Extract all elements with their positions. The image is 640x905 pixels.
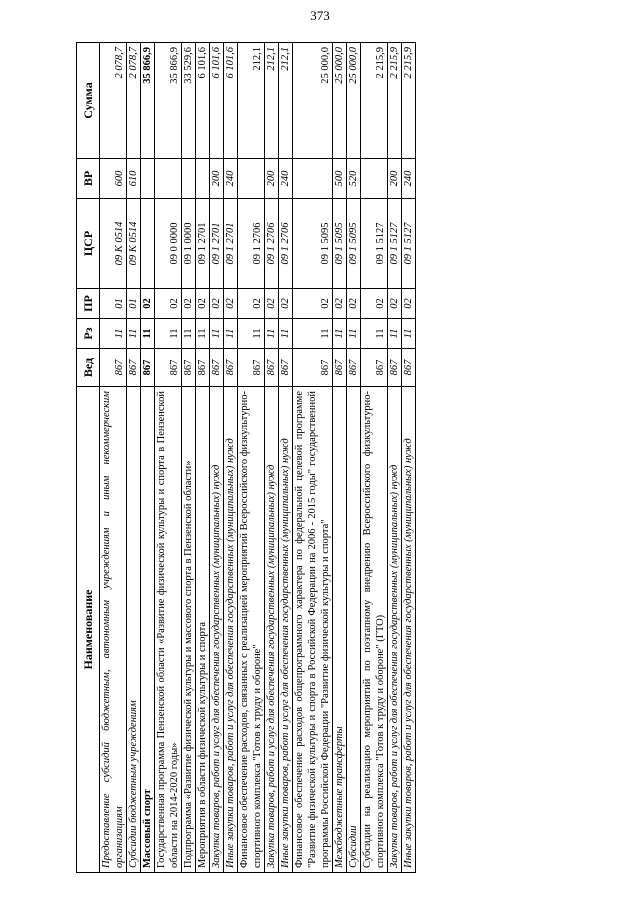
row-sum: 212,1 — [265, 43, 279, 159]
row-sum: 6 101,6 — [224, 43, 238, 159]
row-pr: 02 — [388, 289, 402, 319]
row-vr: 200 — [388, 159, 402, 199]
row-rz: 11 — [347, 319, 361, 349]
row-csr: 09 1 5095 — [333, 199, 347, 289]
table-row — [224, 43, 238, 873]
row-pr: 02 — [196, 289, 210, 319]
row-sum: 25 000,0 — [347, 43, 361, 159]
row-csr: 09 1 0000 — [182, 199, 196, 289]
row-rz: 11 — [238, 319, 265, 349]
row-vr — [361, 159, 388, 199]
column-header: Наименование — [77, 387, 100, 873]
row-pr: 01 — [127, 289, 141, 319]
table-row — [279, 43, 293, 873]
row-rz: 11 — [127, 319, 141, 349]
row-name: Массовый спорт — [141, 387, 155, 873]
table-row — [210, 43, 224, 873]
row-csr: 09 1 5127 — [402, 199, 416, 289]
column-header: Рз — [77, 319, 100, 349]
row-vr: 200 — [265, 159, 279, 199]
row-csr: 09 1 5095 — [293, 199, 333, 289]
row-name: Закупка товаров, работ и услуг для обеспечения государственных (муниципальных) нужд — [210, 387, 224, 873]
row-vr — [293, 159, 333, 199]
table-row — [361, 43, 388, 873]
row-vr: 200 — [210, 159, 224, 199]
row-sum: 25 000,0 — [293, 43, 333, 159]
row-ved: 867 — [238, 349, 265, 387]
row-name: Субсидии на реализацию мероприятий по поэтапному внедрению Всероссийского физкультурно-спортивного комплекса "Готов к труду и обороне" (ГТО) — [361, 387, 388, 873]
row-name: Финансовое обеспечение расходов общепрограммного характера по федеральной целевой программе "Развитие физической культуры и спорта в Российской Федерации на 2006 - 2015 годы" государственной программы Российской Федерации "Развитие физической культуры и спорта" — [293, 387, 333, 873]
table-row — [333, 43, 347, 873]
row-name: Мероприятия в области физической культуры и спорта — [196, 387, 210, 873]
table-row — [182, 43, 196, 873]
row-rz: 11 — [155, 319, 182, 349]
row-sum: 212,1 — [279, 43, 293, 159]
row-sum: 6 101,6 — [210, 43, 224, 159]
table-row — [402, 43, 416, 873]
row-rz: 11 — [293, 319, 333, 349]
row-rz: 11 — [279, 319, 293, 349]
row-ved: 867 — [402, 349, 416, 387]
row-name: Финансовое обеспечение расходов, связанных с реализацией мероприятий Всероссийского физкультурно-спортивного комплекса "Готов к труду и обороне" — [238, 387, 265, 873]
row-sum: 2 215,9 — [361, 43, 388, 159]
row-vr: 520 — [347, 159, 361, 199]
table-row — [347, 43, 361, 873]
row-name: Подпрограмма «Развитие физической культуры и массового спорта в Пензенской области» — [182, 387, 196, 873]
table-row — [100, 43, 127, 873]
row-pr: 02 — [210, 289, 224, 319]
row-sum: 2 215,9 — [388, 43, 402, 159]
row-rz: 11 — [265, 319, 279, 349]
row-pr: 02 — [333, 289, 347, 319]
row-ved: 867 — [141, 349, 155, 387]
row-ved: 867 — [210, 349, 224, 387]
budget-table — [76, 42, 416, 873]
row-ved: 867 — [224, 349, 238, 387]
row-rz: 11 — [333, 319, 347, 349]
page-number: 373 — [310, 8, 330, 23]
row-sum: 35 866,9 — [141, 43, 155, 159]
row-sum: 33 529,6 — [182, 43, 196, 159]
row-sum: 212,1 — [238, 43, 265, 159]
row-vr: 240 — [402, 159, 416, 199]
row-csr: 09 1 5127 — [388, 199, 402, 289]
row-rz: 11 — [100, 319, 127, 349]
row-rz: 11 — [388, 319, 402, 349]
row-ved: 867 — [347, 349, 361, 387]
row-sum: 35 866,9 — [155, 43, 182, 159]
row-name: Межбюджетные трансферты — [333, 387, 347, 873]
row-sum: 6 101,6 — [196, 43, 210, 159]
column-header: ВР — [77, 159, 100, 199]
row-pr: 02 — [402, 289, 416, 319]
row-name: Закупка товаров, работ и услуг для обеспечения государственных (муниципальных) нужд — [265, 387, 279, 873]
row-vr: 600 — [100, 159, 127, 199]
row-sum: 2 078,7 — [127, 43, 141, 159]
table-header-row — [77, 43, 100, 873]
row-name: Иные закупки товаров, работ и услуг для обеспечения государственных (муниципальных) нужд — [224, 387, 238, 873]
row-name: Закупка товаров, работ и услуг для обеспечения государственных (муниципальных) нужд — [388, 387, 402, 873]
table-row — [155, 43, 182, 873]
row-vr — [141, 159, 155, 199]
row-ved: 867 — [293, 349, 333, 387]
row-rz: 11 — [141, 319, 155, 349]
row-rz: 11 — [224, 319, 238, 349]
row-vr — [182, 159, 196, 199]
row-ved: 867 — [127, 349, 141, 387]
row-sum: 2 078,7 — [100, 43, 127, 159]
row-csr: 09 К 0514 — [100, 199, 127, 289]
row-pr: 02 — [155, 289, 182, 319]
row-vr: 500 — [333, 159, 347, 199]
row-pr: 02 — [224, 289, 238, 319]
row-name: Субсидии — [347, 387, 361, 873]
row-rz: 11 — [210, 319, 224, 349]
row-pr: 02 — [182, 289, 196, 319]
row-vr — [155, 159, 182, 199]
column-header: Вед — [77, 349, 100, 387]
column-header: Сумма — [77, 43, 100, 159]
row-csr: 09 1 2706 — [265, 199, 279, 289]
row-pr: 02 — [347, 289, 361, 319]
table-row — [141, 43, 155, 873]
column-header: ПР — [77, 289, 100, 319]
column-header: ЦСР — [77, 199, 100, 289]
row-rz: 11 — [402, 319, 416, 349]
row-sum: 25 000,0 — [333, 43, 347, 159]
table-row — [388, 43, 402, 873]
row-csr — [141, 199, 155, 289]
row-sum: 2 215,9 — [402, 43, 416, 159]
row-csr: 09 1 2706 — [279, 199, 293, 289]
row-csr: 09 К 0514 — [127, 199, 141, 289]
row-ved: 867 — [155, 349, 182, 387]
row-vr: 240 — [224, 159, 238, 199]
row-vr — [238, 159, 265, 199]
table-row — [127, 43, 141, 873]
row-name: Иные закупки товаров, работ и услуг для обеспечения государственных (муниципальных) нужд — [402, 387, 416, 873]
table-row — [265, 43, 279, 873]
rotated-table-container — [76, 43, 556, 873]
row-csr: 09 1 2701 — [224, 199, 238, 289]
row-ved: 867 — [100, 349, 127, 387]
row-ved: 867 — [182, 349, 196, 387]
row-ved: 867 — [279, 349, 293, 387]
row-csr: 09 0 0000 — [155, 199, 182, 289]
row-name: Иные закупки товаров, работ и услуг для обеспечения государственных (муниципальных) нужд — [279, 387, 293, 873]
row-csr: 09 1 2701 — [196, 199, 210, 289]
table-row — [293, 43, 333, 873]
row-ved: 867 — [265, 349, 279, 387]
row-vr: 240 — [279, 159, 293, 199]
row-csr: 09 1 5127 — [361, 199, 388, 289]
row-name: Государственная программа Пензенской области «Развитие физической культуры и спорта в Пензенской области на 2014-2020 годы» — [155, 387, 182, 873]
row-ved: 867 — [333, 349, 347, 387]
row-ved: 867 — [196, 349, 210, 387]
row-rz: 11 — [182, 319, 196, 349]
row-pr: 02 — [265, 289, 279, 319]
row-name: Субсидии бюджетным учреждениям — [127, 387, 141, 873]
row-pr: 02 — [293, 289, 333, 319]
table-row — [196, 43, 210, 873]
row-ved: 867 — [361, 349, 388, 387]
row-name: Предоставление субсидий бюджетным, автономным учреждениям и иным некоммерческим организациям — [100, 387, 127, 873]
row-pr: 02 — [141, 289, 155, 319]
row-csr: 09 1 5095 — [347, 199, 361, 289]
row-rz: 11 — [196, 319, 210, 349]
row-rz: 11 — [361, 319, 388, 349]
row-pr: 02 — [279, 289, 293, 319]
row-pr: 01 — [100, 289, 127, 319]
row-ved: 867 — [388, 349, 402, 387]
table-row — [238, 43, 265, 873]
row-csr: 09 1 2706 — [238, 199, 265, 289]
row-pr: 02 — [361, 289, 388, 319]
row-pr: 02 — [238, 289, 265, 319]
row-vr: 610 — [127, 159, 141, 199]
row-vr — [196, 159, 210, 199]
row-csr: 09 1 2701 — [210, 199, 224, 289]
